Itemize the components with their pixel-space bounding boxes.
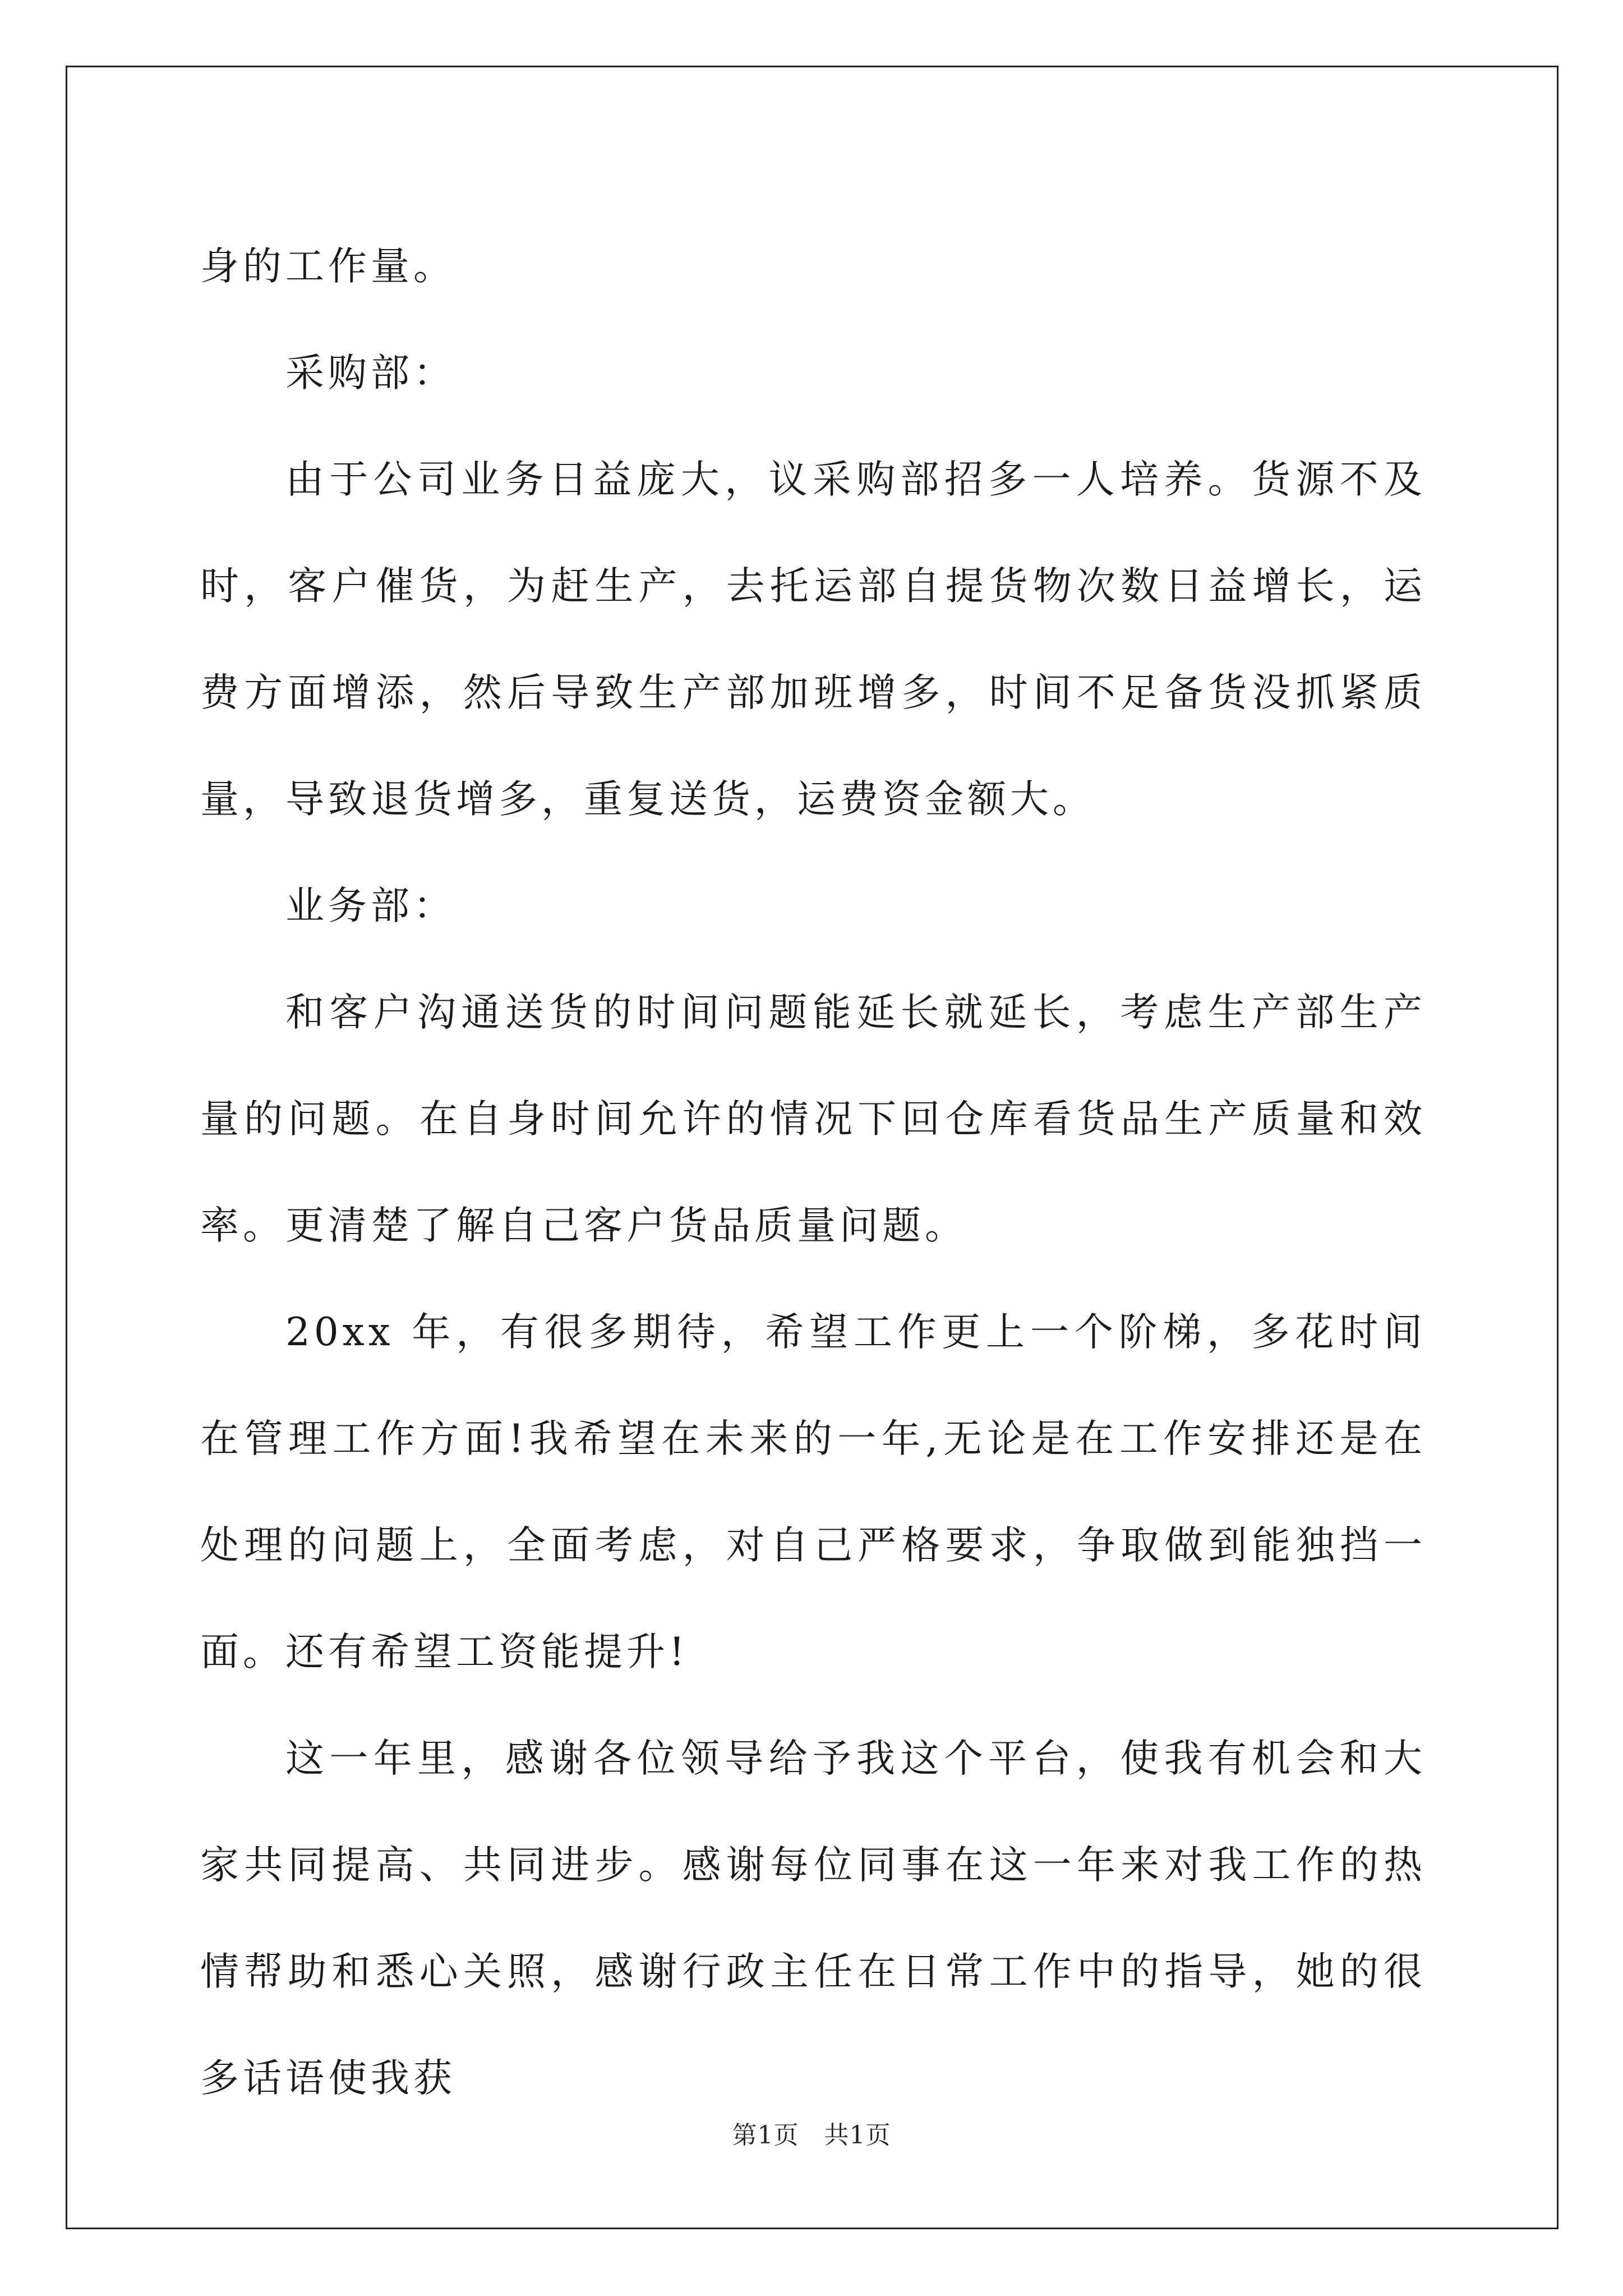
- total-pages: 共1页: [824, 2121, 891, 2150]
- page-footer: [0, 2115, 1623, 2151]
- paragraph-purchasing: 由于公司业务日益庞大，议采购部招多一人培养。货源不及时，客户催货，为赶生产，去托运部自提货物次数日益增长，运费方面增添，然后导致生产部加班增多，时间不足备货没抓紧质量，导致退货增多，重复送货，运费资金额大。: [200, 457, 1426, 822]
- page-number: 第1页: [732, 2121, 799, 2150]
- paragraph-business: 和客户沟通送货的时间问题能延长就延长，考虑生产部生产量的问题。在自身时间允许的情况下回仓库看货品生产质量和效率。更清楚了解自己客户货品质量问题。: [200, 990, 1426, 1248]
- heading-business-dept: 业务部：: [285, 884, 456, 928]
- paragraph-thanks: 这一年里，感谢各位领导给予我这个平台，使我有机会和大家共同提高、共同进步。感谢每位同事在这一年来对我工作的热情帮助和悉心关照，感谢行政主任在日常工作中的指导，她的很多话语使我获: [200, 1736, 1426, 2101]
- paragraph-expectations: 20xx 年，有很多期待，希望工作更上一个阶梯，多花时间在管理工作方面!我希望在未来的一年,无论是在工作安排还是在处理的问题上，全面考虑，对自己严格要求，争取做到能独挡一面。还有希望工资能提升!: [200, 1310, 1426, 1674]
- heading-purchasing-dept: 采购部：: [285, 351, 456, 395]
- paragraph-1: 身的工作量。: [200, 244, 456, 289]
- document-body: [200, 213, 1426, 2132]
